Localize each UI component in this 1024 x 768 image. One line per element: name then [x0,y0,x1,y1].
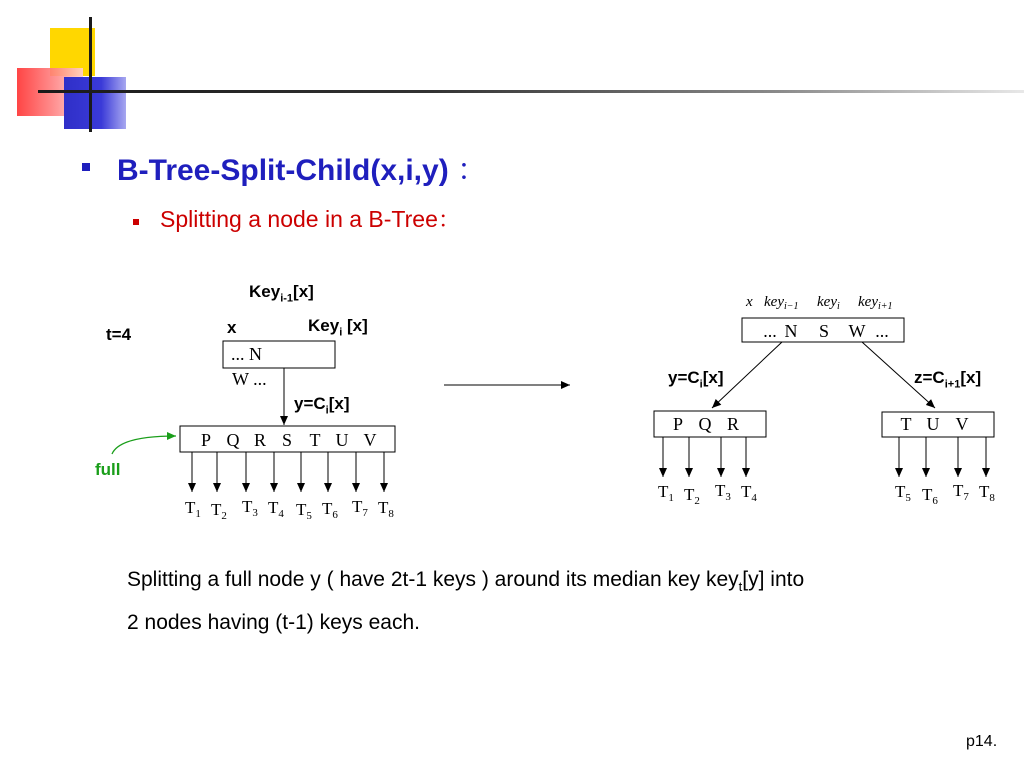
after-z-node-keys [901,414,969,434]
root-key-w: W [848,321,866,341]
slide-title: B-Tree-Split-Child(x,i,y) ： [117,154,488,187]
subtree-t7: $T_7$ [953,481,969,503]
y-key-r: R [253,430,267,450]
after-y-label: $y=C_i[x]$ [668,368,724,391]
subtree-t7: $T_7$ [352,497,368,519]
key-prev-label: Key$_{i-1}$[x] [249,282,314,305]
y-key-p: P [200,430,212,450]
after-z-key-v: V [955,414,969,434]
after-y-subtrees [658,481,757,507]
y-node-subtrees [185,497,394,522]
full-pointer-arrow [112,436,176,454]
x-node-keys: ... N [231,344,262,364]
page-number: p14. [966,733,998,750]
subtree-t3: $T_3$ [242,497,258,519]
after-z-subtrees [895,481,995,507]
after-y-key-q: Q [698,414,712,434]
after-z-key-t: T [900,414,912,434]
x-node-keys-continued: W ... [232,369,267,389]
y-node-child-pointers [192,452,384,492]
subtree-t4: $T_4$ [741,482,757,504]
after-y-key-p: P [672,414,684,434]
y-key-v: V [363,430,377,450]
after-key-label-median: key$_i$ [817,294,840,312]
subtree-t2: $T_2$ [684,485,700,507]
y-key-q: Q [226,430,240,450]
subtree-t1: $T_1$ [185,498,201,520]
subtree-t2: $T_2$ [211,500,227,522]
after-z-child-pointers [899,437,986,477]
after-y-child-pointers [663,437,746,477]
root-key-dotsdotsdots: ... [763,321,777,341]
subtree-t5: $T_5$ [296,500,312,522]
y-child-label: $y=C_i[x]$ [294,394,350,417]
key-i-label: Key$_i$ [x] [308,316,368,339]
t-value-label: t=4 [106,325,132,344]
subtree-t4: $T_4$ [268,498,284,520]
slide-subtitle: Splitting a node in a B-Tree： [160,206,461,232]
after-z-key-u: U [926,414,940,434]
after-key-label-prev: key$_{i-1}$ [764,294,799,312]
subtree-t3: $T_3$ [715,481,731,503]
after-y-node-keys [673,414,739,434]
root-key-s: S [818,321,830,341]
subtree-t6: $T_6$ [922,485,938,507]
y-key-t: T [309,430,321,450]
y-key-u: U [335,430,349,450]
full-label: full [95,460,121,479]
root-key-n: N [784,321,798,341]
after-key-label-next: key$_{i+1}$ [858,294,893,312]
description-text: Splitting a full node y ( have 2t-1 keys ) around its median key key$_t$[y] into 2 nodes having (t-1) keys each. [127,568,805,635]
root-key-dotsdotsdots: ... [875,321,889,341]
after-y-key-r: R [726,414,740,434]
after-z-label: $z=C_{i+1}[x]$ [914,368,982,391]
x-node-label: x [227,318,237,337]
subtree-t5: $T_5$ [895,482,911,504]
after-x-label: x [746,294,753,310]
subtree-t8: $T_8$ [378,498,394,520]
subtree-t6: $T_6$ [322,499,338,521]
subtree-t1: $T_1$ [658,482,674,504]
y-key-s: S [281,430,293,450]
subtree-t8: $T_8$ [979,482,995,504]
